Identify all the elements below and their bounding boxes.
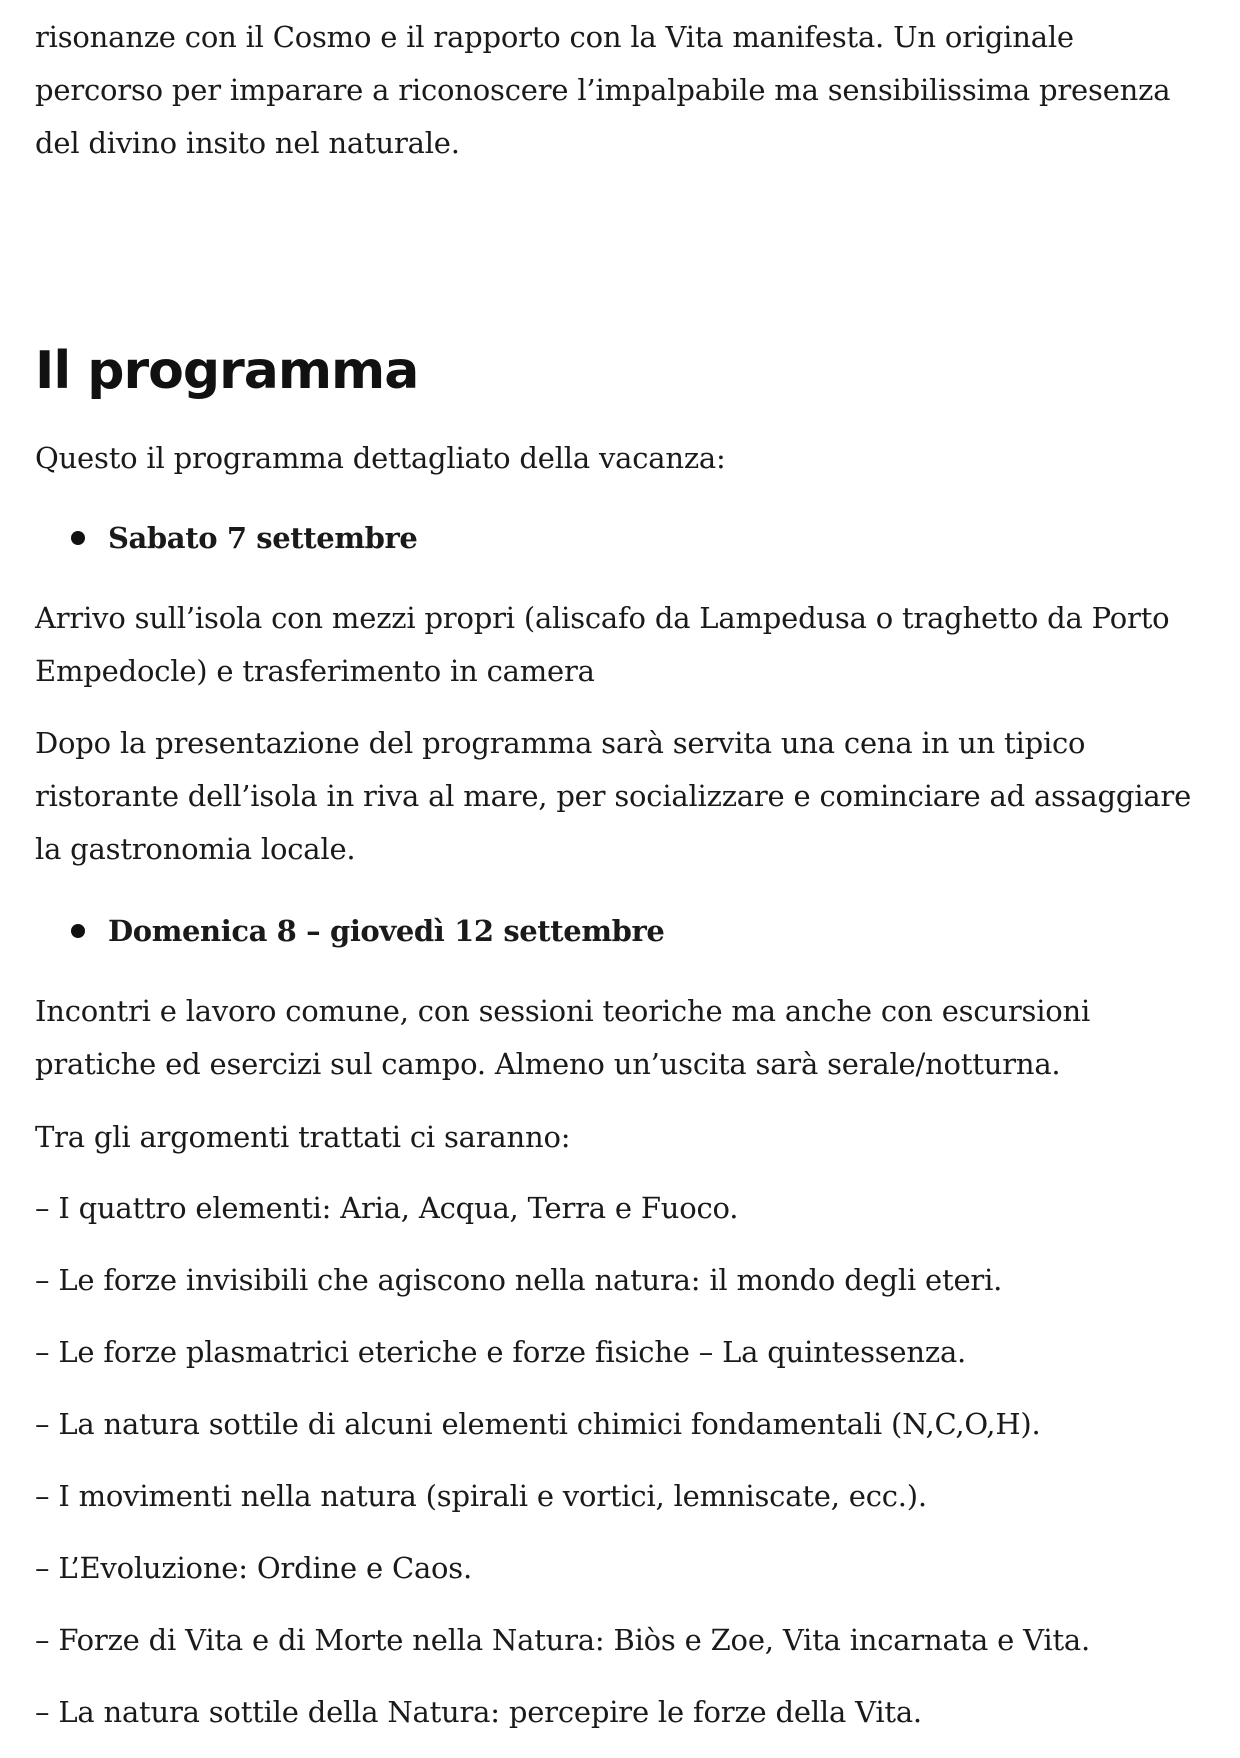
day-label: Sabato 7 settembre bbox=[108, 521, 418, 555]
day-label: Domenica 8 – giovedì 12 settembre bbox=[108, 914, 665, 948]
day-paragraph: Dopo la presentazione del programma sarà servita una cena in un tipico ristorante dell’isola in riva al mare, per socializzare e cominciare ad assaggiare la gastronomia locale. bbox=[35, 726, 1192, 866]
topic-item: – I quattro elementi: Aria, Acqua, Terra e Fuoco. bbox=[35, 1191, 739, 1225]
day-paragraph: Tra gli argomenti trattati ci saranno: bbox=[35, 1120, 571, 1154]
program-lead: Questo il programma dettagliato della vacanza: bbox=[35, 441, 726, 475]
topic-item: – I movimenti nella natura (spirali e vortici, lemniscate, ecc.). bbox=[35, 1479, 927, 1513]
topic-item: – La natura sottile di alcuni elementi chimici fondamentali (N,C,O,H). bbox=[35, 1407, 1041, 1441]
section-title: Il programma bbox=[35, 341, 419, 401]
topic-item: – L’Evoluzione: Ordine e Caos. bbox=[35, 1551, 473, 1585]
intro-paragraph: risonanze con il Cosmo e il rapporto con la Vita manifesta. Un originale percorso per imparare a riconoscere l’impalpabile ma sensibilissima presenza del divino insito nel naturale. bbox=[35, 20, 1171, 160]
topic-item: – La natura sottile della Natura: percepire le forze della Vita. bbox=[35, 1695, 922, 1729]
topics-list bbox=[35, 1182, 1205, 1758]
day-heading bbox=[35, 905, 1035, 958]
topic-item: – Forze di Vita e di Morte nella Natura: Biòs e Zoe, Vita incarnata e Vita. bbox=[35, 1623, 1091, 1657]
day-heading bbox=[35, 512, 1035, 565]
topic-item: – Le forze invisibili che agiscono nella natura: il mondo degli eteri. bbox=[35, 1263, 1003, 1297]
topic-item: – Le forze plasmatrici eteriche e forze fisiche – La quintessenza. bbox=[35, 1335, 967, 1369]
bullet-icon bbox=[71, 924, 85, 938]
bullet-icon bbox=[71, 531, 85, 545]
day-paragraph: Incontri e lavoro comune, con sessioni teoriche ma anche con escursioni pratiche ed esercizi sul campo. Almeno un’uscita sarà serale/notturna. bbox=[35, 994, 1091, 1081]
day-paragraph: Arrivo sull’isola con mezzi propri (aliscafo da Lampedusa o traghetto da Porto Empedocle) e trasferimento in camera bbox=[35, 601, 1170, 688]
